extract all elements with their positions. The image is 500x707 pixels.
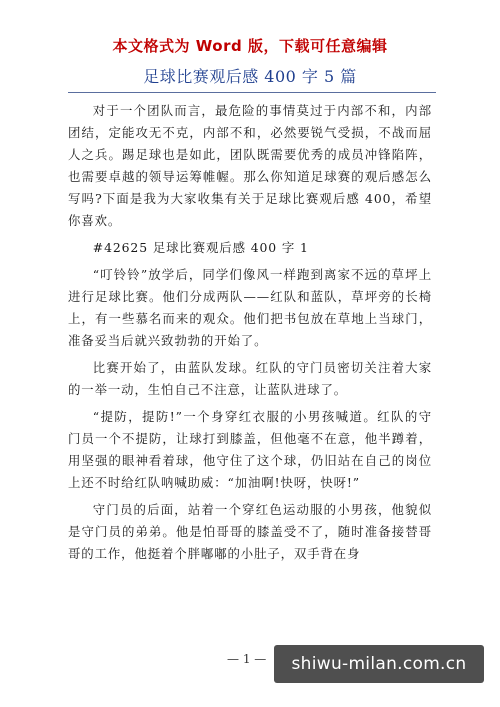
body-paragraph: “提防，提防!”一个身穿红衣服的小男孩喊道。红队的守门员一个不提防，让球打到膝盖，但他毫不在意，他半蹲着，用坚强的眼神看着球，他守住了这个球，仍旧站在自己的岗位上还不时给红队呐喊助威：“加油啊!快呀，快呀!” — [68, 409, 432, 490]
document-body — [68, 100, 432, 570]
title-divider — [68, 92, 436, 93]
body-paragraph: 守门员的后面，站着一个穿红色运动服的小男孩，他貌似是守门员的弟弟。他是怕哥哥的膝盖受不了，随时准备接替哥哥的工作，他挺着个胖嘟嘟的小肚子，双手背在身 — [68, 502, 432, 561]
section-heading: #42625 足球比赛观后感 400 字 1 — [92, 240, 309, 255]
site-watermark: shiwu-milan.com.cn — [274, 645, 484, 683]
body-paragraph: 对于一个团队而言，最危险的事情莫过于内部不和，内部团结，定能攻无不克，内部不和，必然要锐气受损，不战而屈人之兵。踢足球也是如此，团队既需要优秀的成员冲锋陷阵，也需要卓越的领导运筹帷幄。那么你知道足球赛的观后感怎么写吗?下面是我为大家收集有关于足球比赛观后感 400，希望你喜欢。 — [68, 103, 432, 228]
body-paragraph: 比赛开始了，由蓝队发球。红队的守门员密切关注着大家的一举一动，生怕自己不注意，让蓝队进球了。 — [68, 360, 432, 397]
page-number: — 1 — — [227, 652, 267, 666]
document-title: 足球比赛观后感 400 字 5 篇 — [143, 67, 357, 86]
format-banner: 本文格式为 Word 版，下载可任意编辑 — [112, 37, 388, 55]
body-paragraph: “叮铃铃”放学后，同学们像风一样跑到离家不远的草坪上进行足球比赛。他们分成两队——红队和蓝队，草坪旁的长椅上，有一些慕名而来的观众。他们把书包放在草地上当球门，准备妥当后就兴致勃勃的开始了。 — [68, 267, 432, 348]
